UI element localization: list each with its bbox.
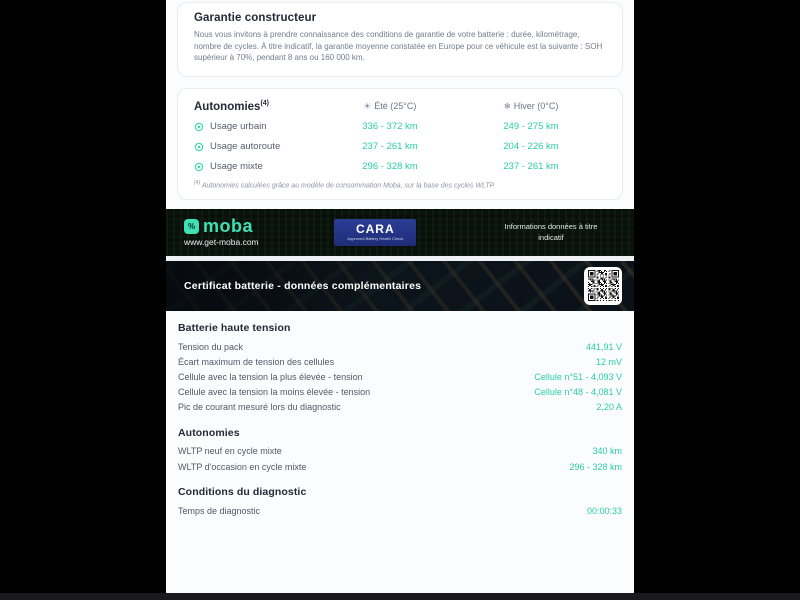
row-label: Pic de courant mesuré lors du diagnostic: [178, 402, 341, 413]
certificate-details: [166, 311, 634, 519]
table-row-highway-label: Usage autoroute: [194, 137, 324, 157]
row-label: Écart maximum de tension des cellules: [178, 356, 335, 367]
cara-badge-label: CARA: [355, 222, 395, 237]
detail-row: [178, 459, 622, 474]
detail-row: [178, 369, 622, 384]
cara-certification-badge: [334, 219, 416, 246]
mixed-summer-value: 296 - 328 km: [362, 161, 418, 173]
banner-disclaimer: Informations données à titre indicatif: [504, 222, 598, 243]
warranty-body: Nous vous invitons à prendre connaissance des conditions de garantie de votre batterie : durée, kilométrage, nombre de cycles. À titre indicatif, la garantie moyenne constatée en Europe pour ce véhicule est la suivante : SOH supérieur à 70%, pendant 8 ans ou 160 000 km.: [194, 30, 603, 63]
row-value: 340 km: [592, 446, 622, 457]
bottom-letterbox-bar: [0, 593, 800, 600]
row-label: Cellule avec la tension la moins élevée - tension: [178, 387, 371, 398]
row-value: 441,91 V: [585, 341, 622, 352]
moba-logo-text: moba: [203, 216, 254, 237]
detail-row: [178, 385, 622, 400]
row-value: 00:00:33: [586, 505, 622, 516]
row-label: Temps de diagnostic: [178, 505, 261, 516]
range-table: [194, 97, 606, 177]
detail-row: [178, 400, 622, 415]
range-table-card: [177, 88, 623, 200]
row-value: 12 mV: [595, 356, 622, 367]
moba-logo-block: [184, 217, 259, 247]
section-heading-ranges: Autonomies: [178, 426, 240, 439]
pin-icon: [194, 162, 204, 172]
column-header-winter: ❄ Hiver (0°C): [503, 100, 559, 112]
qr-code-icon: [584, 267, 622, 305]
range-table-title: Autonomies$^{(4)}$: [194, 99, 270, 113]
range-title-footnote-ref: (4): [260, 99, 270, 107]
row-label: WLTP neuf en cycle mixte: [178, 446, 282, 457]
column-header-summer: ☀ Été (25°C): [363, 100, 417, 112]
table-row-mixed-label: Usage mixte: [194, 157, 324, 177]
warranty-title: Garantie constructeur: [194, 12, 317, 24]
section-heading-battery: Batterie haute tension: [178, 321, 291, 334]
urban-summer-value: 336 - 372 km: [362, 121, 418, 133]
detail-row: [178, 503, 622, 518]
row-value: Cellule n°51 - 4,093 V: [534, 371, 622, 382]
brand-banner: [166, 209, 634, 256]
pin-icon: [194, 142, 204, 152]
row-label: Cellule avec la tension la plus élevée - tension: [178, 371, 363, 382]
certificate-header: [166, 261, 634, 311]
cara-badge-subtext: Approved Battery Health Check: [347, 236, 404, 242]
range-footnote: $^{(4)}$ Autonomies calculées grâce au modèle de consommation Moba, sur la base des cycles WLTP.: [194, 179, 496, 189]
urban-winter-value: 249 - 275 km: [503, 121, 559, 133]
section-heading-diagnostic-conditions: Conditions du diagnostic: [178, 486, 307, 499]
row-value: Cellule n°48 - 4,081 V: [534, 387, 622, 398]
moba-logo-icon: %: [184, 219, 199, 234]
highway-winter-value: 204 - 226 km: [503, 141, 559, 153]
row-label: Tension du pack: [178, 341, 244, 352]
battery-report-page: [166, 0, 634, 593]
sun-icon: ☀: [363, 101, 372, 112]
detail-row: [178, 354, 622, 369]
moba-website-url: www.get-moba.com: [184, 237, 259, 248]
detail-row: [178, 444, 622, 459]
table-row-urban-label: Usage urbain: [194, 117, 324, 137]
pin-icon: [194, 122, 204, 132]
detail-row: [178, 339, 622, 354]
highway-summer-value: 237 - 261 km: [362, 141, 418, 153]
snowflake-icon: ❄: [503, 101, 511, 112]
warranty-card: [177, 2, 623, 77]
mixed-winter-value: 237 - 261 km: [503, 161, 559, 173]
row-label: WLTP d'occasion en cycle mixte: [178, 461, 307, 472]
row-value: 296 - 328 km: [569, 461, 622, 472]
row-value: 2,20 A: [596, 402, 622, 413]
certificate-title: Certificat batterie - données complémentaires: [184, 279, 422, 292]
